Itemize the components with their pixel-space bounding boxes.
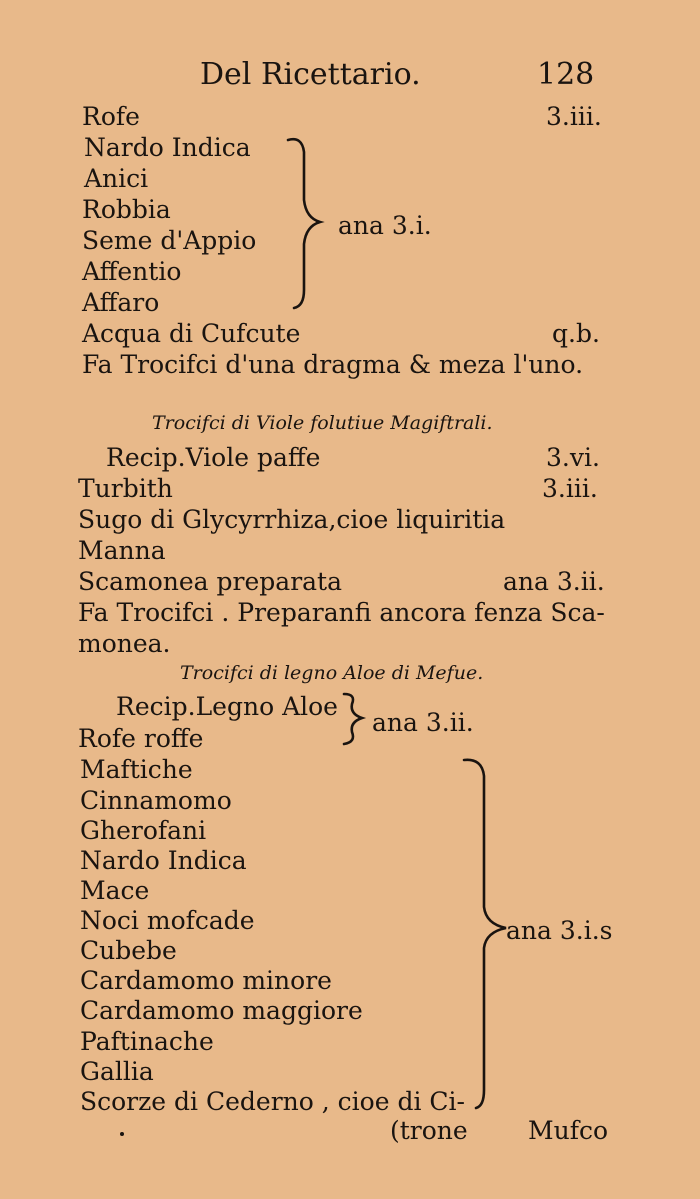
grouping-brace [284, 130, 340, 315]
ingredient-quantity: 3.iii. [546, 102, 602, 131]
ingredient-name: Turbith [78, 474, 173, 503]
page-number: 128 [537, 57, 595, 92]
page-title: Del Ricettario. [200, 57, 421, 92]
ink-dot [120, 1132, 124, 1136]
ingredient-name: Rofe [82, 102, 140, 131]
ingredient-quantity: q.b. [552, 319, 600, 348]
ingredient-name: Rofe roffe [78, 724, 204, 753]
ingredient-name: Affaro [82, 288, 160, 317]
ingredient-name: Scorze di Cederno , cioe di Ci- [80, 1087, 465, 1116]
ingredient-name: Recip.Legno Aloe [116, 692, 338, 721]
group-quantity: ana 3.i. [338, 211, 432, 240]
ingredient-name: Recip.Viole paffe [106, 443, 321, 472]
recipe-instruction: Fa Trocifci d'una dragma & meza l'uno. [82, 350, 584, 379]
grouping-brace [340, 690, 370, 748]
ingredient-name: Nardo Indica [84, 133, 251, 162]
ingredient-name: Gallia [80, 1057, 154, 1086]
group-quantity: ana 3.ii. [372, 708, 474, 737]
ingredient-name: Noci mofcade [80, 906, 255, 935]
recipe-instruction: Fa Trocifci . Preparanfi ancora fenza Sca- [78, 598, 605, 627]
section-title: Trocifci di Viole folutiue Magiftrali. [152, 412, 493, 434]
ingredient-quantity: 3.vi. [546, 443, 600, 472]
ingredient-quantity: 3.iii. [542, 474, 598, 503]
recipe-instruction-continued: monea. [78, 629, 171, 658]
ingredient-name: Acqua di Cufcute [82, 319, 301, 348]
ingredient-name: Cardamomo maggiore [80, 996, 363, 1025]
line-continuation: (trone [390, 1116, 468, 1145]
catchword: Mufco [528, 1116, 609, 1145]
ingredient-name: Affentio [82, 257, 182, 286]
ingredient-quantity: ana 3.ii. [503, 567, 605, 596]
ingredient-name: Paftinache [80, 1027, 214, 1056]
ingredient-name: Sugo di Glycyrrhiza,cioe liquiritia [78, 505, 506, 534]
ingredient-name: Cardamomo minore [80, 966, 332, 995]
ingredient-name: Nardo Indica [80, 846, 247, 875]
ingredient-name: Scamonea preparata [78, 567, 343, 596]
ingredient-name: Mace [80, 876, 150, 905]
section-title: Trocifci di legno Aloe di Mefue. [180, 662, 484, 684]
ingredient-name: Manna [78, 536, 166, 565]
group-quantity: ana 3.i.s [506, 916, 613, 945]
ingredient-name: Maftiche [80, 755, 193, 784]
ingredient-name: Cubebe [80, 936, 177, 965]
ingredient-name: Robbia [82, 195, 171, 224]
ingredient-name: Anici [84, 164, 149, 193]
ingredient-name: Gherofani [80, 816, 207, 845]
ingredient-name: Seme d'Appio [82, 226, 257, 255]
ingredient-name: Cinnamomo [80, 786, 232, 815]
